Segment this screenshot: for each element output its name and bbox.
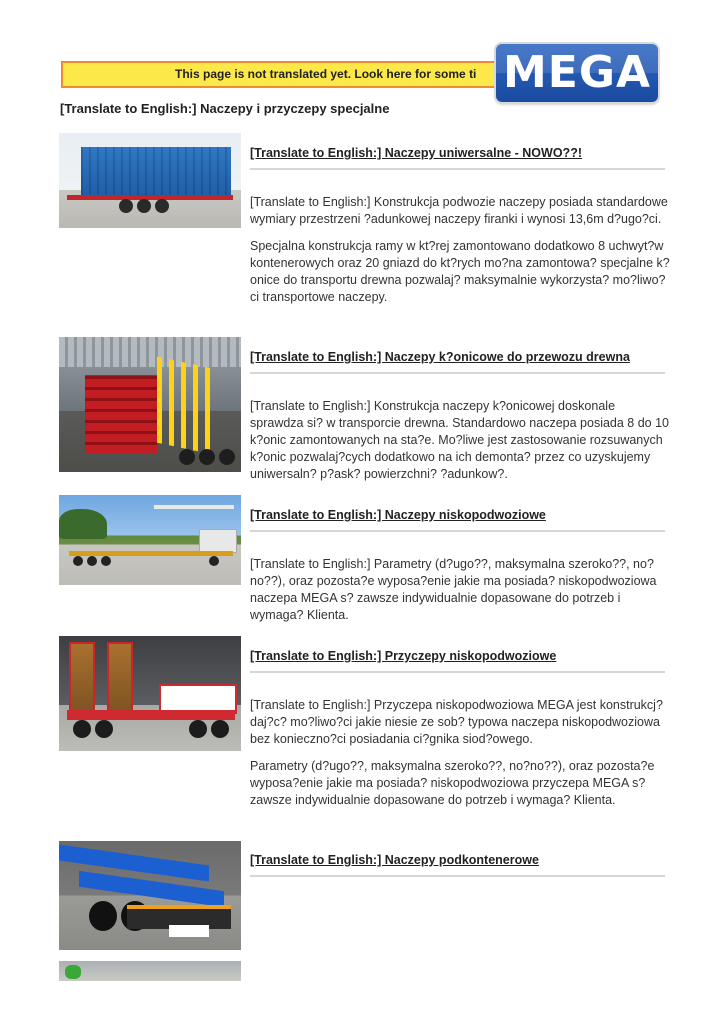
product-image-lowbed-semitrailer[interactable] — [59, 495, 241, 585]
product-image-container-chassis[interactable] — [59, 841, 241, 950]
product-title-link[interactable]: [Translate to English:] Naczepy uniwersalne - NOWO??! — [250, 146, 665, 170]
product-image-next[interactable] — [59, 961, 241, 981]
logo-text: MEGA — [502, 47, 651, 98]
product-paragraph: [Translate to English:] Konstrukcja podwozie naczepy posiada standardowe wymiary przestrzeni ?adunkowej naczepy firanki i wynosi 13,6m d?ugo?ci. — [250, 195, 668, 226]
product-title-link[interactable]: [Translate to English:] Naczepy niskopodwoziowe — [250, 508, 665, 532]
product-paragraph: [Translate to English:] Przyczepa niskopodwoziowa MEGA jest konstrukcj? daj?c? mo?liwo?ci jakie niesie ze sob? typowa naczepa niskopodwoziowa bez konieczno?ci posiadania ci?gnika siod?owego. — [250, 698, 663, 746]
product-paragraph: Specjalna konstrukcja ramy w kt?rej zamontowano dodatkowo 8 uchwyt?w kontenerowych oraz 20 gniazd do kt?rych mo?na zamontowa? specjalne k?onice do transportu drewna pozwalaj? maksymalnie wykorzysta? mo?liwo?ci transportowe naczepy. — [250, 239, 670, 304]
product-title-link[interactable]: [Translate to English:] Naczepy k?onicowe do przewozu drewna — [250, 350, 665, 374]
product-paragraph: [Translate to English:] Konstrukcja naczepy k?onicowej doskonale sprawdza si? w transporcie drewna. Standardowo naczepa posiada 8 do 10 k?onic zamontowanych na sta?e. Mo?liwe jest zastosowanie rozsuwanych k?onic pozwalaj?cych dodatkowo na ich demonta? przez co uzyskujemy uniwersaln? p?ask? powierzchni? ?adunkow?. — [250, 399, 670, 481]
product-paragraph: [Translate to English:] Parametry (d?ugo??, maksymalna szeroko??, no?no??), oraz pozosta?e wyposa?enie jakie ma posiada? niskopodwoziowa naczepa MEGA s? zawsze indywidualnie dopasowane do potrzeb i wymaga? Klienta. — [250, 557, 657, 622]
product-image-universal-trailer[interactable] — [59, 133, 241, 228]
translation-notice-banner[interactable] — [61, 61, 497, 88]
product-description — [250, 398, 670, 493]
page-title: [Translate to English:] Naczepy i przyczepy specjalne — [60, 101, 390, 116]
product-description — [250, 194, 670, 316]
product-description — [250, 556, 670, 634]
product-title-link[interactable]: [Translate to English:] Naczepy podkontenerowe — [250, 853, 665, 877]
product-title-link[interactable]: [Translate to English:] Przyczepy niskopodwoziowe — [250, 649, 665, 673]
product-paragraph: Parametry (d?ugo??, maksymalna szeroko??, no?no??), oraz pozosta?e wyposa?enie jakie ma posiada? niskopodwoziowa przyczepa MEGA s? zawsze indywidualnie dopasowane do potrzeb i wymaga? Klienta. — [250, 759, 655, 807]
mega-logo[interactable] — [496, 44, 658, 102]
translation-notice-text: This page is not translated yet. Look here for some ti — [175, 67, 477, 81]
product-image-lowbed-trailer[interactable] — [59, 636, 241, 751]
product-description — [250, 697, 670, 819]
product-image-timber-trailer[interactable] — [59, 337, 241, 472]
